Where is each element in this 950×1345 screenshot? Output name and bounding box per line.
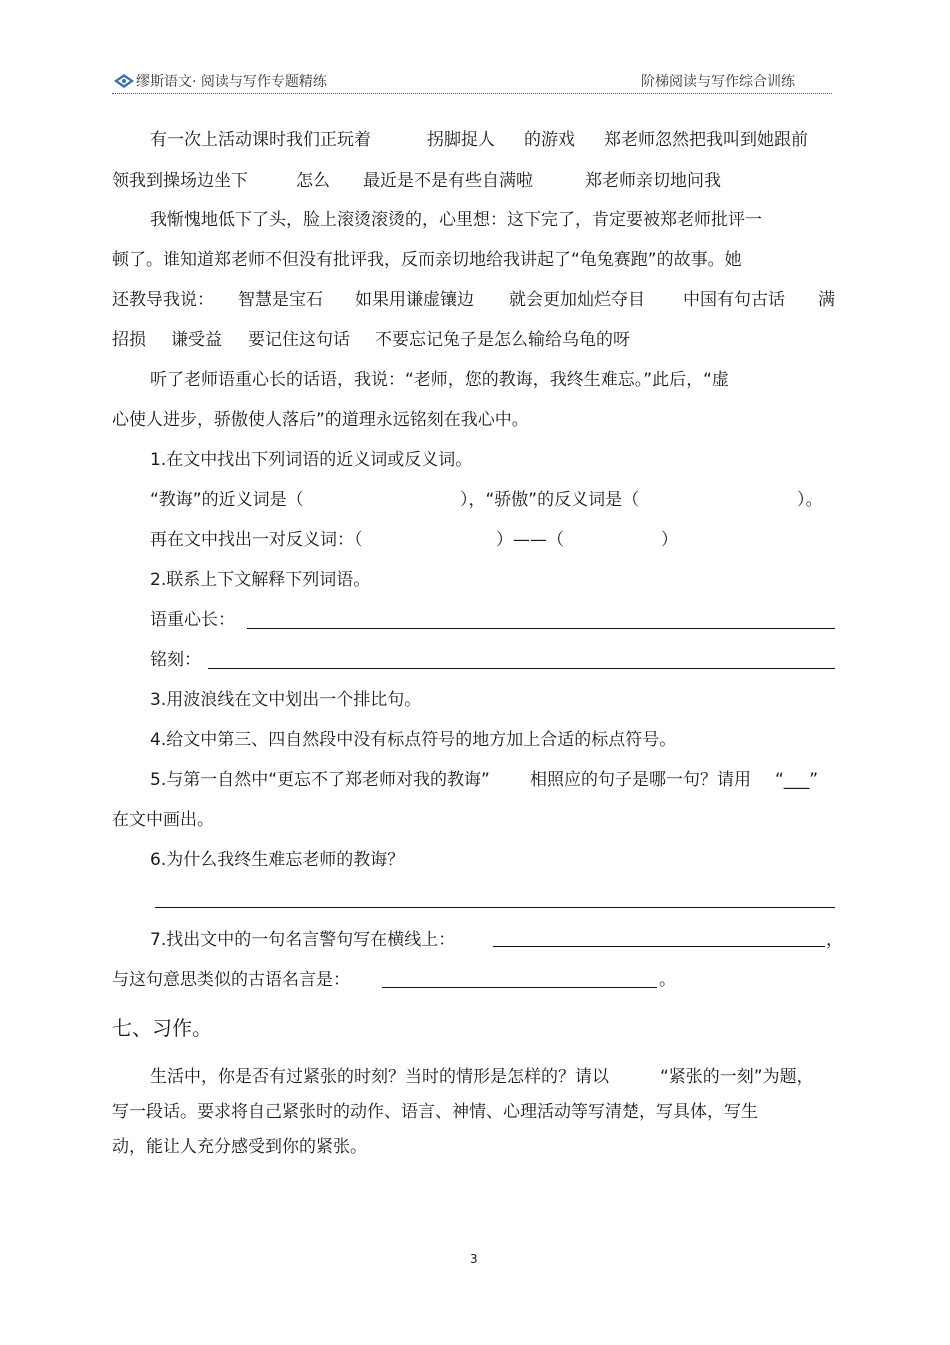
question-2-word: 语重心长： — [150, 610, 235, 630]
text-line: 心使人进步，骄傲使人落后”的道理永远铭刻在我心中。 — [112, 410, 529, 430]
header-divider — [112, 93, 832, 94]
writing-prompt: 动，能让人充分感受到你的紧张。 — [112, 1137, 367, 1157]
text-fragment: 谦受益 — [171, 330, 222, 350]
header-right-title: 阶梯阅读与写作综合训练 — [641, 74, 795, 90]
text-fragment: 郑老师忽然把我叫到她跟前 — [604, 130, 808, 150]
text-fragment: 的游戏 — [524, 130, 575, 150]
question-7-text: 。 — [659, 970, 676, 990]
question-5-text: 5.与第一自然中“更忘不了郑老师对我的教诲” — [150, 770, 490, 790]
text-fragment: 最近是不是有些自满啦 — [363, 171, 533, 191]
writing-prompt: “紧张的一刻”为题， — [660, 1067, 814, 1087]
text-fragment: 郑老师亲切地问我 — [585, 171, 721, 191]
question-4: 4.给文中第三、四自然段中没有标点符号的地方加上合适的标点符号。 — [150, 730, 677, 750]
question-5-text: “___” — [775, 770, 819, 790]
text-fragment: 中国有句古话 — [683, 290, 785, 310]
answer-line[interactable] — [493, 946, 825, 947]
logo-icon — [112, 72, 136, 90]
writing-prompt: 写一段话。要求将自己紧张时的动作、语言、神情、心理活动等写清楚，写具体，写生 — [112, 1102, 758, 1122]
question-1-title: 1.在文中找出下列词语的近义词或反义词。 — [150, 450, 473, 470]
text-fragment: 拐脚捉人 — [427, 130, 495, 150]
text-fragment: 领我到操场边坐下 — [112, 171, 248, 191]
answer-line[interactable] — [208, 668, 835, 669]
question-1-text: ），“骄傲”的反义词是（ — [460, 490, 640, 510]
question-1-text: ） — [661, 530, 678, 550]
page-number: 3 — [470, 1252, 478, 1266]
text-fragment: 招损 — [112, 330, 146, 350]
question-7-text: 7.找出文中的一句名言警句写在横线上： — [150, 930, 456, 950]
question-1-text: ）。 — [797, 490, 823, 510]
text-fragment: 不要忘记兔子是怎么输给乌龟的呀 — [375, 330, 630, 350]
answer-line[interactable] — [382, 987, 657, 988]
question-2-title: 2.联系上下文解释下列词语。 — [150, 570, 371, 590]
section-heading: 七、习作。 — [112, 1016, 212, 1040]
question-7-text: ， — [826, 930, 843, 950]
text-fragment: 智慧是宝石 — [238, 290, 323, 310]
writing-prompt: 生活中，你是否有过紧张的时刻？当时的情形是怎样的？请以 — [150, 1067, 609, 1087]
question-5-text: 在文中画出。 — [112, 810, 214, 830]
question-3: 3.用波浪线在文中划出一个排比句。 — [150, 690, 422, 710]
text-line: 我惭愧地低下了头，脸上滚烫滚烫的，心里想：这下完了，肯定要被郑老师批评一 — [150, 210, 762, 230]
header-left-title: 缪斯语文· 阅读与写作专题精练 — [136, 74, 327, 90]
text-fragment: 如果用谦虚镶边 — [355, 290, 474, 310]
answer-line[interactable] — [155, 907, 835, 908]
question-1-text: “教诲”的近义词是（ — [150, 490, 304, 510]
text-line: 听了老师语重心长的话语，我说：“老师，您的教诲，我终生难忘。”此后，“虚 — [150, 370, 729, 390]
question-1-text: ）——（ — [496, 530, 564, 550]
question-7-text: 与这句意思类似的古语名言是： — [112, 970, 350, 990]
question-5-text: 相照应的句子是哪一句？请用 — [530, 770, 751, 790]
text-fragment: 就会更加灿烂夺目 — [509, 290, 645, 310]
text-line: 顿了。谁知道郑老师不但没有批评我，反而亲切地给我讲起了“龟兔赛跑”的故事。她 — [112, 250, 742, 270]
text-fragment: 有一次上活动课时我们正玩着 — [150, 130, 371, 150]
text-fragment: 满 — [818, 290, 835, 310]
text-fragment: 还教导我说： — [112, 290, 214, 310]
text-fragment: 怎么 — [296, 171, 330, 191]
question-1-text: 再在文中找出一对反义词：（ — [150, 530, 363, 550]
question-2-word: 铭刻： — [150, 650, 201, 670]
answer-line[interactable] — [247, 628, 835, 629]
question-6: 6.为什么我终生难忘老师的教诲？ — [150, 850, 405, 870]
text-fragment: 要记住这句话 — [248, 330, 350, 350]
